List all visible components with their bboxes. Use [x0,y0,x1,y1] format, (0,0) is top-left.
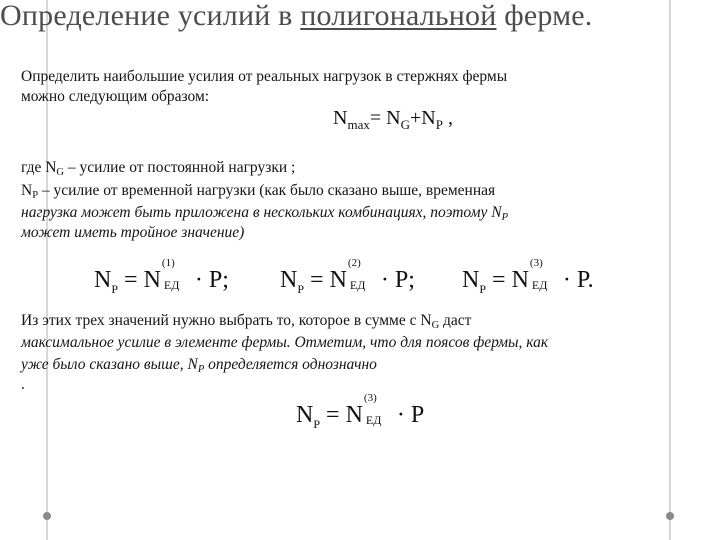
intro-line-1: Определить наибольшие усилия от реальных нагрузок в стержнях фермы [21,68,508,85]
right-bullet-dot [666,512,674,520]
equation-np-final: $N_P = N$ (3) ЕД · P [296,392,425,431]
equation-np-1: $N_P = N$ (1) ЕД · P; [94,257,229,296]
where-line-3: нагрузка может быть приложена в нескольких комбинациях, поэтому $N_P$ [21,204,508,223]
conclusion-line-1: Из этих трех значений нужно выбрать то, которое в сумме с $N_G$ даст [21,312,472,331]
left-bullet-dot [43,512,51,520]
intro-line-2: можно следующим образом: [21,88,210,105]
conclusion-line-3: уже было сказано выше, $N_P$ определяется однозначно [21,356,377,375]
conclusion-line-2: максимальное усилие в элементе фермы. Отметим, что для поясов фермы, как [21,334,549,351]
title-underlined-word: полигональной [300,0,497,32]
right-border-line [669,0,671,540]
where-line-1: где $N_G$ – усилие от постоянной нагрузки ; [21,159,296,178]
formula-nmax: $N_{max}= N_G+N_P$ , [333,107,453,132]
slide-title: Определение усилий в полигональной ферме. [0,0,593,32]
where-line-2: $N_P$ – усилие от временной нагрузки (как было сказано выше, временная [21,182,496,201]
equation-np-2: $N_P = N$ (2) ЕД · P; [280,257,415,296]
conclusion-line-4: . [21,376,25,393]
where-line-4: может иметь тройное значение) [21,224,245,241]
equation-np-3: $N_P = N$ (3) ЕД · P. [462,257,594,296]
